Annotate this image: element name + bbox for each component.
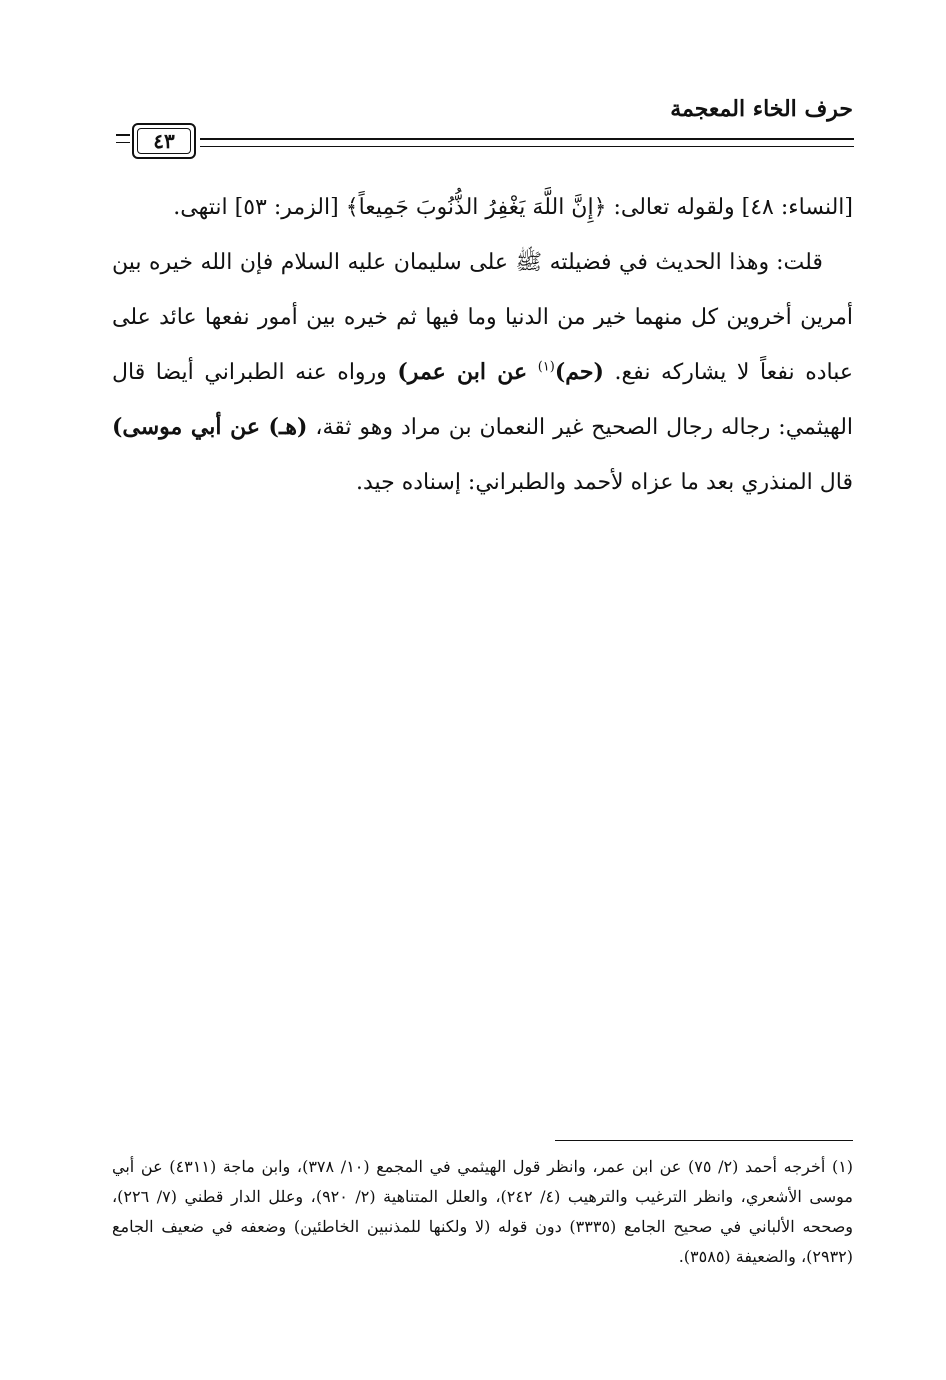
source-hm: (حم): [554, 359, 604, 385]
running-title: حرف الخاء المعجمة: [670, 96, 853, 122]
footnote-ref-1: (١): [537, 359, 555, 375]
header-rule: [200, 138, 854, 140]
header-rule-secondary: [200, 146, 854, 147]
footnote-1: (١) أخرجه أحمد (٢/ ٧٥) عن ابن عمر، وانظر قول الهيثمي في المجمع (١٠/ ٣٧٨)، وابن ماجة (٤٣١١) عن أبي موسى الأشعري، وانظر الترغيب والترهيب (٤/ ٢٤٢)، والعلل المتناهية (٢/ ٩٢٠)، وعلل الدار قطني (٧/ ٢٢٦)، وصححه الألباني في صحيح الجامع (٣٣٣٥) دون قوله (لا ولكنها للمذنبين الخاطئين) وضعفه في ضعيف الجامع (٢٩٣٢)، والضعيفة (٣٥٨٥).: [112, 1157, 854, 1266]
commentary-mundhiri: قال المنذري بعد ما عزاه لأحمد والطبراني: إسناده جيد.: [355, 470, 853, 495]
paragraph-commentary: [112, 235, 853, 510]
page-number-frame: [132, 123, 196, 159]
paragraph-1-text: [النساء: ٤٨] ولقوله تعالى: ﴿إِنَّ اللَّهَ يَغْفِرُ الذُّنُوبَ جَمِيعاً﴾ [الزمر: ٥٣] انتهى.: [173, 195, 853, 220]
narrator-ibn-umar: عن ابن عمر): [397, 359, 528, 385]
commentary-haythami: ورواه عنه الطبراني أيضا قال الهيثمي: رجاله رجال الصحيح غير النعمان بن مراد وهو ثقة،: [112, 360, 854, 440]
main-text: [112, 180, 853, 510]
footnote-separator: [555, 1140, 853, 1141]
paragraph-quran-citation: [112, 180, 853, 235]
footnotes: [112, 1152, 853, 1272]
header-rule-left-cap-secondary: [116, 142, 130, 143]
header-rule-left-cap: [116, 134, 130, 136]
page-number: ٤٣: [137, 128, 191, 154]
source-h-abu-musa: (هـ) عن أبي موسى): [112, 414, 308, 440]
commentary-text: قلت: وهذا الحديث في فضيلته ﷺ على سليمان عليه السلام فإن الله خيره بين أمرين أخروين كل منهما خير من الدنيا وما فيها ثم خيره بين أمور نفعها عائد على عباده نفعاً لا يشاركه نفع.: [112, 250, 853, 385]
